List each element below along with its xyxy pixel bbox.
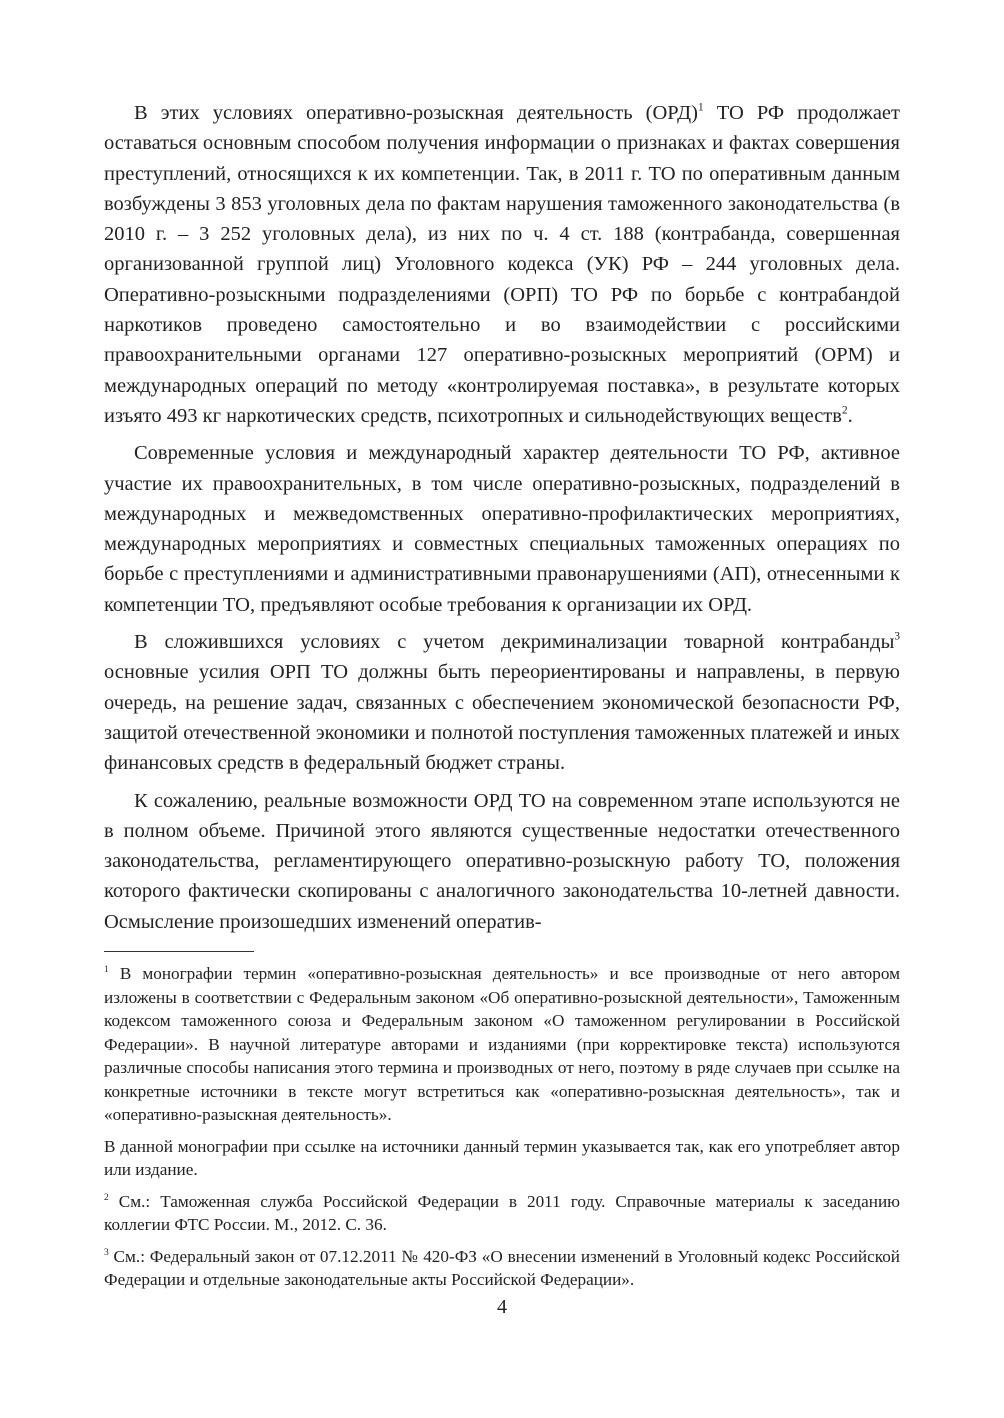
footnotes — [104, 962, 900, 1292]
footnote-2 — [104, 1190, 900, 1237]
paragraph-text: В этих условиях оперативно-розыскная деятельность (ОРД) — [134, 102, 698, 124]
paragraph-3 — [104, 627, 900, 778]
footnote-ref-3: 3 — [894, 630, 900, 643]
paragraph-text: В сложившихся условиях с учетом декриминализации товарной контрабанды — [134, 631, 895, 654]
paragraph-1 — [104, 98, 900, 431]
footnote-text: См.: Федеральный закон от 07.12.2011 № 420-ФЗ «О внесении изменений в Уголовный кодекс Российской Федерации и отдельные законодательные акты Российской Федерации». — [104, 1246, 900, 1290]
footnote-mark: 3 — [104, 1247, 109, 1258]
footnote-text: В данной монографии при ссылке на источники данный термин указывается так, как его употребляет автор или издание. — [104, 1136, 900, 1180]
footnote-ref-1: 1 — [697, 101, 704, 114]
footnote-3 — [104, 1245, 900, 1292]
footnote-text: См.: Таможенная служба Российской Федерации в 2011 году. Справочные материалы к заседанию коллегии ФТС России. М., 2012. С. 36. — [104, 1191, 900, 1235]
paragraph-4: К сожалению, реальные возможности ОРД ТО на современном этапе используются не в полном объеме. Причиной этого являются существенные недостатки отечественного законодательства, регламентирующего оперативно-розыскную работу ТО, положения которого фактически скопированы с аналогичного законодательства 10-летней давности. Осмысление произошедших изменений оператив- — [104, 789, 900, 933]
paragraph-2: Современные условия и международный характер деятельности ТО РФ, активное участие их правоохранительных, в том числе оперативно-розыскных, подразделений в международных и межведомственных оперативно-профилактических мероприятиях, международных мероприятиях и совместных специальных таможенных операциях по борьбе с преступлениями и административными правонарушениями (АП), отнесенными к компетенции ТО, предъявляют особые требования к организации их ОРД. — [104, 442, 900, 616]
page-content — [104, 98, 900, 1300]
footnote-text: В монографии термин «оперативно-розыскная деятельность» и все производные от него автором изложены в соответствии с Федеральным законом «Об оперативно-розыскной деятельности», Таможенным кодексом таможенного союза и Федеральным законом «О таможенном регулировании в Российской Федерации». В научной литературе авторами и изданиями (при корректировке текста) используются различные способы написания этого термина и производных от него, поэтому в ряде случаев при ссылке на конкретные источники в тексте могут встретиться как «оперативно-розыскная деятельность», так и «оперативно-разыскная деятельность». — [104, 964, 900, 1125]
paragraph-text: основные усилия ОРП ТО должны быть переориентированы и направлены, в первую очередь, на решение задач, связанных с обеспечением экономической безопасности РФ, защитой отечественной экономики и полнотой поступления таможенных платежей и иных финансовых средств в федеральный бюджет страны. — [104, 661, 900, 775]
footnote-1-continued — [104, 1135, 900, 1182]
body-text — [104, 98, 900, 937]
paragraph-text: . — [847, 404, 853, 427]
page-number: 4 — [497, 1296, 507, 1318]
footnote-mark: 2 — [104, 1192, 109, 1203]
footnote-1 — [104, 962, 900, 1127]
paragraph-text: ТО РФ продолжает оставаться основным способом получения информации о признаках и фактах совершения преступлений, относящихся к их компетенции. Так, в 2011 г. ТО по оперативным данным возбуждены 3 853 уголовных дела по фактам нарушения таможенного законодательства (в 2010 г. – 3 252 уголовных дела), из них по ч. 4 ст. 188 (контрабанда, совершенная организованной группой лиц) Уголовного кодекса (УК) РФ – 244 уголовных дела. Оперативно-розыскными подразделениями (ОРП) ТО РФ по борьбе с контрабандой наркотиков проведено самостоятельно и во взаимодействии с российскими правоохранительными органами 127 оперативно-розыскных мероприятий (ОРМ) и международных операций по методу «контролируемая поставка», в результате которых изъято 493 кг наркотических средств, психотропных и сильнодействующих веществ — [104, 102, 900, 427]
footnote-ref-2: 2 — [841, 404, 848, 417]
footnote-mark: 1 — [104, 964, 109, 975]
footnote-divider — [104, 951, 254, 952]
